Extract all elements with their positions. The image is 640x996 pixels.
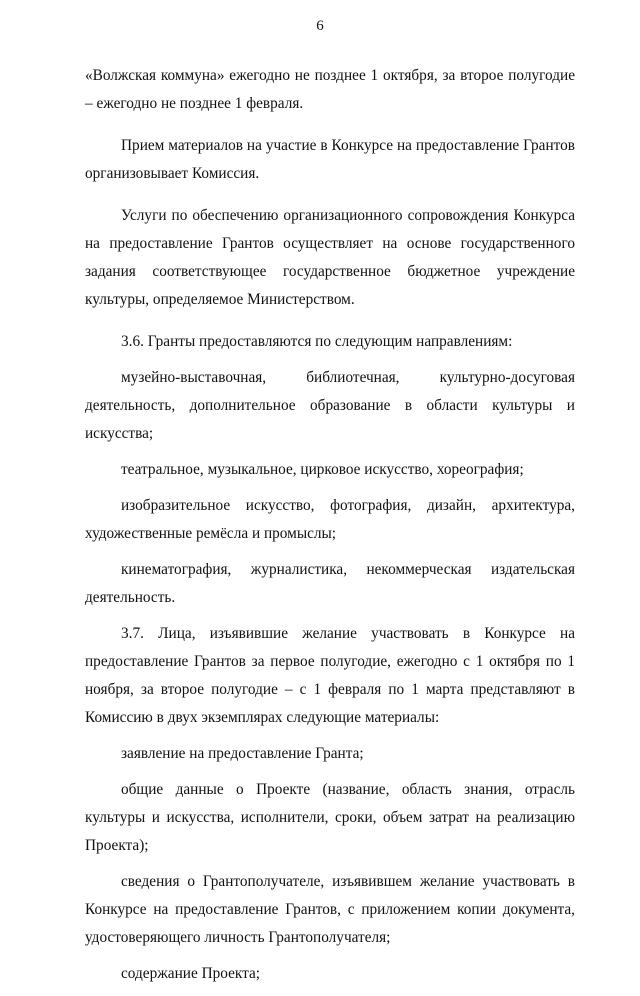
list-item-cinematography: кинематография, журналистика, некоммерческая издательская деятельность.	[85, 561, 575, 606]
paragraph-organizational-support: Услуги по обеспечению организационного сопровождения Конкурса на предоставление Грантов осуществляет на основе государственного задания соответствующее государственное бюджетное учреждение культуры, определяемое Министерством.	[85, 207, 575, 308]
list-item-performing-arts: театральное, музыкальное, цирковое искусство, хореография;	[121, 461, 524, 478]
paragraph-section-3-6: 3.6. Гранты предоставляются по следующим направлениям:	[121, 333, 513, 350]
list-item-project-general-data: общие данные о Проекте (название, область знания, отрасль культуры и искусства, исполнители, сроки, объем затрат на реализацию Проекта);	[85, 781, 575, 854]
page-number: 6	[316, 18, 324, 34]
paragraph-section-3-7: 3.7. Лица, изъявившие желание участвовать в Конкурсе на предоставление Грантов за первое полугодие, ежегодно с 1 октября по 1 ноября, за второе полугодие – с 1 февраля по 1 марта представляют в Комиссию в двух экземплярах следующие материалы:	[85, 625, 575, 726]
list-item-grantee-info: сведения о Грантополучателе, изъявившем желание участвовать в Конкурсе на предоставление Грантов, с приложением копии документа, удостоверяющего личность Грантополучателя;	[85, 873, 575, 946]
list-item-visual-arts: изобразительное искусство, фотография, дизайн, архитектура, художественные ремёсла и промыслы;	[85, 497, 575, 542]
paragraph-materials-reception: Прием материалов на участие в Конкурсе на предоставление Грантов организовывает Комиссия.	[85, 137, 575, 182]
list-item-museum-library: музейно-выставочная, библиотечная, культурно-досуговая деятельность, дополнительное образование в области культуры и искусства;	[85, 369, 575, 442]
paragraph-publication-deadline: «Волжская коммуна» ежегодно не позднее 1 октября, за второе полугодие – ежегодно не позднее 1 февраля.	[85, 67, 575, 112]
document-body	[85, 62, 575, 996]
list-item-application: заявление на предоставление Гранта;	[121, 745, 364, 762]
list-item-project-content: содержание Проекта;	[121, 965, 261, 982]
